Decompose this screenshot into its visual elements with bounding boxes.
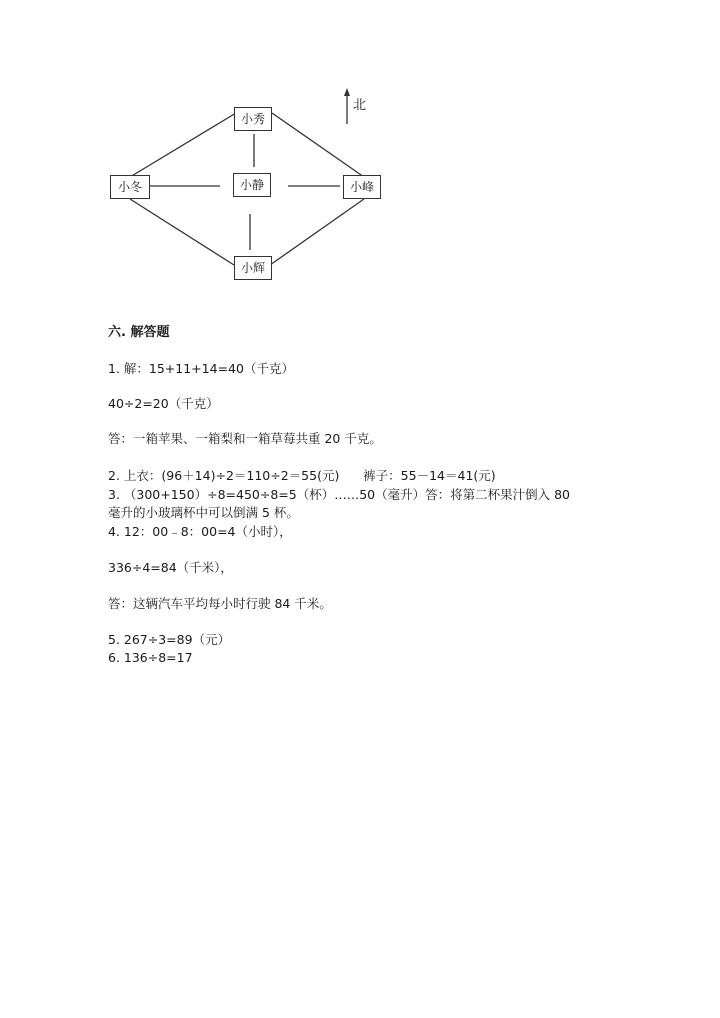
node-xiaodong: 小冬 (110, 175, 150, 199)
north-arrow-head (344, 88, 350, 96)
answer-line-7: 4. 12：00﹣8：00=4（小时）， (108, 524, 292, 539)
answer-line-1: 1. 解：15+11+14=40（千克） (108, 361, 294, 376)
location-diagram (0, 0, 720, 300)
answer-line-8: 336÷4=84（千米）， (108, 560, 233, 575)
section-title: 六. 解答题 (108, 325, 170, 340)
answer-line-6: 毫升的小玻璃杯中可以倒满 5 杯。 (108, 505, 299, 520)
answer-line-3: 答：一箱苹果、一箱梨和一箱草莓共重 20 千克。 (108, 431, 382, 446)
diagram-lines (0, 0, 720, 300)
node-xiaofeng: 小峰 (343, 175, 381, 199)
edge-xiaofeng-xiaohui (270, 199, 364, 265)
answer-line-10: 5. 267÷3=89（元） (108, 632, 231, 647)
edge-xiaodong-xiaohui (130, 199, 234, 265)
node-xiaojing: 小静 (233, 173, 271, 197)
node-xiaohui: 小辉 (234, 256, 272, 280)
answer-line-5: 3. （300+150）÷8=450÷8=5（杯）……50（毫升）答：将第二杯果汁倒入 80 (108, 487, 570, 502)
answer-line-11: 6. 136÷8=17 (108, 650, 193, 665)
answer-line-4: 2. 上衣：(96＋14)÷2＝110÷2＝55(元) 裤子：55－14＝41(元) (108, 468, 496, 483)
north-label: 北 (353, 98, 367, 113)
edge-xiaodong-xiuxiu (130, 113, 236, 177)
node-xiuxiu: 小秀 (234, 107, 272, 131)
answer-line-9: 答：这辆汽车平均每小时行驶 84 千米。 (108, 596, 332, 611)
answer-line-2: 40÷2=20（千克） (108, 396, 219, 411)
edge-xiuxiu-xiaofeng (272, 113, 364, 177)
